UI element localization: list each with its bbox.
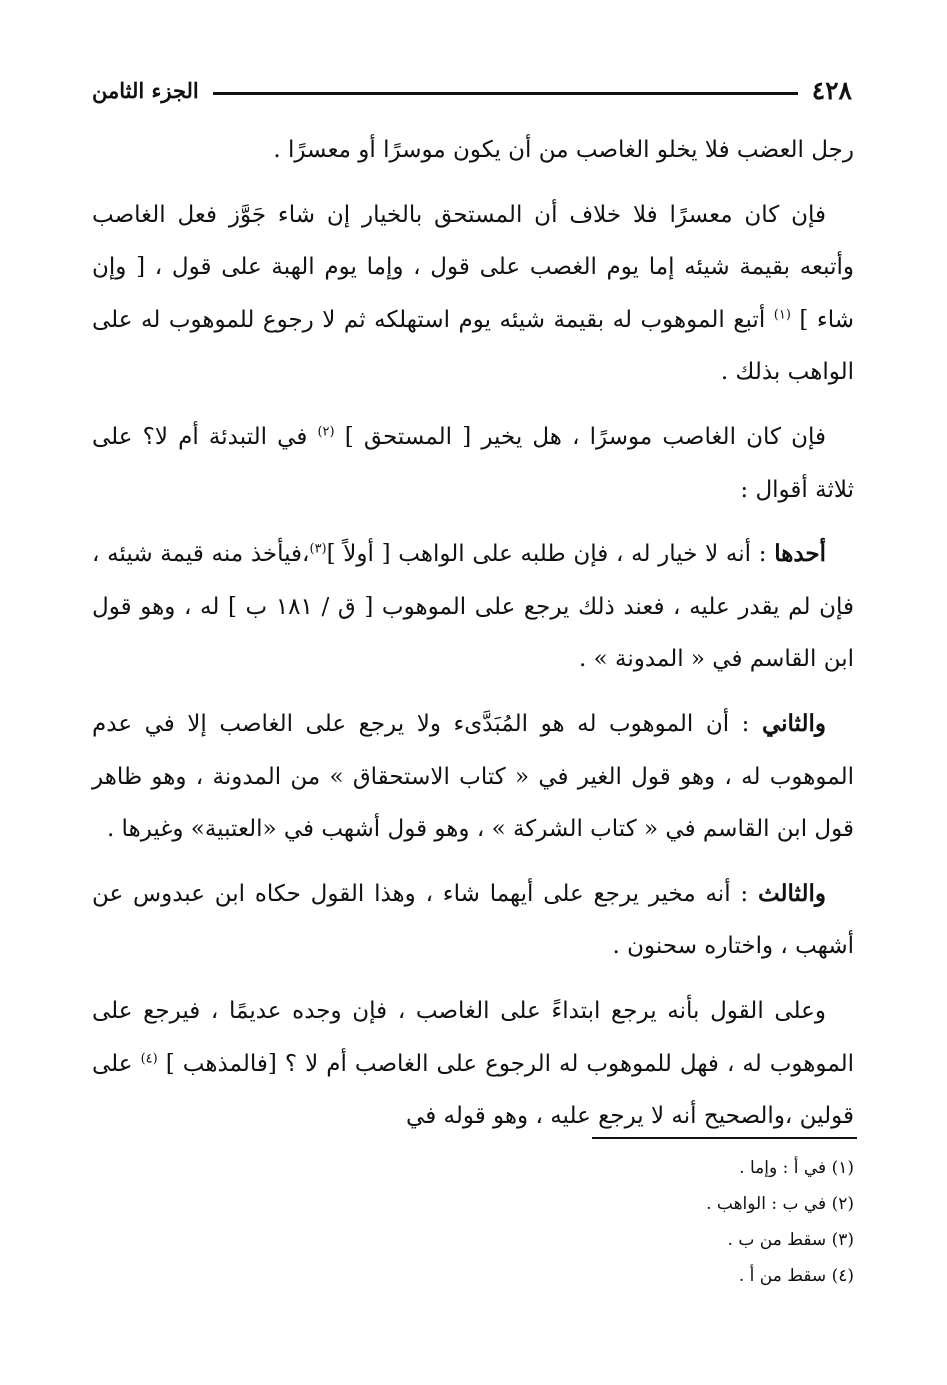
page-number: ٤٢٨ (811, 75, 852, 105)
paragraph-7-text-b: على قولين ،والصحيح أنه لا يرجع عليه ، وهو قوله في (92, 1050, 854, 1130)
main-text (92, 124, 854, 1155)
footnotes (454, 1150, 854, 1294)
paragraph-3-text-b: في التبدئة أم لا؟ على ثلاثة أقوال : (92, 423, 854, 503)
paragraph-4-lead: أحدها (774, 540, 827, 568)
paragraph-1 (92, 124, 854, 177)
page-header (92, 70, 852, 110)
paragraph-6-text: : أنه مخير يرجع على أيهما شاء ، وهذا القول حكاه ابن عبدوس عن أشهب ، واختاره سحنون . (92, 880, 854, 960)
paragraph-5-lead: والثاني (761, 709, 826, 737)
footnote-2: (٢) في ب : الواهب . (706, 1194, 854, 1214)
paragraph-6-lead: والثالث (757, 879, 826, 907)
footnote-3: (٣) سقط من ب . (727, 1230, 854, 1250)
paragraph-5-text: : أن الموهوب له هو المُبَدَّىء ولا يرجع على الغاصب إلا في عدم الموهوب له ، وهو قول الغير في « كتاب الاستحقاق » من المدونة ، وهو ظاهر قول ابن القاسم في « كتاب الشركة » ، وهو قول أشهب في «العتبية» وغيرها . (92, 710, 854, 843)
footnote-separator (592, 1137, 857, 1139)
footnote-ref-4[interactable]: (٤) (140, 1050, 158, 1066)
footnote-ref-2[interactable]: (٢) (317, 424, 335, 440)
paragraph-2-text-a: فإن كان معسرًا فلا خلاف أن المستحق بالخيار إن شاء جَوَّز فعل الغاصب وأتبعه بقيمة شيئه إما يوم الغصب على قول ، وإما يوم الهبة على قول ، [ وإن شاء ] (92, 201, 854, 333)
footnote-4: (٤) سقط من أ . (738, 1266, 854, 1286)
paragraph-7-text-a: وعلى القول بأنه يرجع ابتداءً على الغاصب ، فإن وجده عديمًا ، فيرجع على الموهوب له ، فهل للموهوب له الرجوع على الغاصب أم لا ؟ [فالمذهب ] (92, 997, 855, 1077)
paragraph-4-text-b: ،فيأخذ منه قيمة شيئه ، فإن لم يقدر عليه ، فعند ذلك يرجع على الموهوب [ ق / ١٨١ ب ] له ، وهو قول ابن القاسم في « المدونة » . (92, 541, 854, 673)
footnote-ref-1[interactable]: (١) (773, 307, 791, 323)
paragraph-5 (92, 698, 854, 856)
paragraph-4 (92, 528, 854, 686)
paragraph-7 (92, 985, 854, 1143)
paragraph-6 (92, 868, 854, 973)
paragraph-2-text-b: أتبع الموهوب له بقيمة شيئه يوم استهلكه ثم لا رجوع للموهوب له على الواهب بذلك . (92, 306, 854, 386)
paragraph-4-text-a: : أنه لا خيار له ، فإن طلبه على الواهب [ أولاً ] (326, 541, 767, 568)
running-title: الجزء الثامن (92, 77, 199, 103)
paragraph-3 (92, 411, 854, 516)
paragraph-2 (92, 189, 854, 399)
footnote-ref-3[interactable]: (٣) (309, 541, 327, 557)
paragraph-3-text-a: فإن كان الغاصب موسرًا ، هل يخير [ المستحق ] (344, 423, 826, 450)
footnote-1: (١) في أ : وإما . (739, 1158, 854, 1178)
paragraph-1-text: رجل العضب فلا يخلو الغاصب من أن يكون موسرًا أو معسرًا . (273, 137, 854, 163)
header-rule (213, 92, 798, 95)
